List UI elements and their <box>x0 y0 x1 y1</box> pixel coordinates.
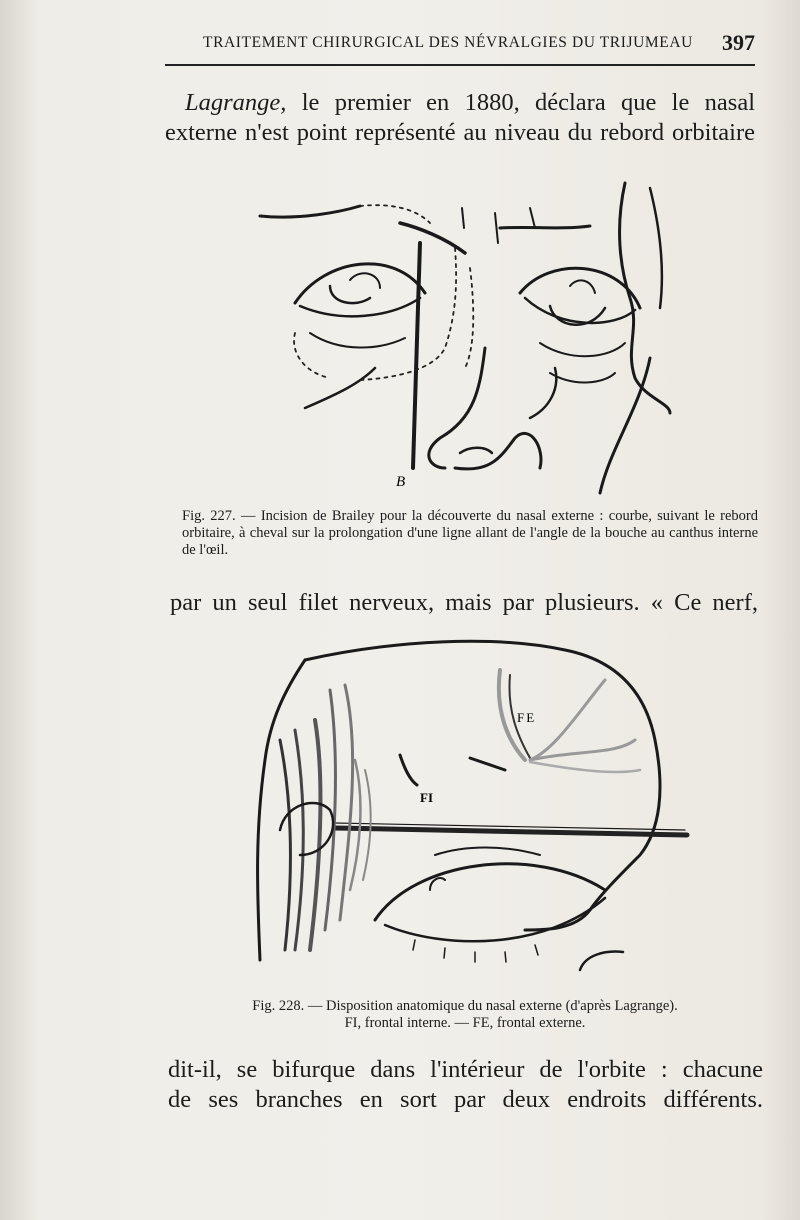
figure-227-label-b: B <box>396 474 406 490</box>
paragraph-final-line1: dit-il, se bifurque dans l'intérieur de l'orbite : chacune <box>168 1056 763 1083</box>
figure-228-caption <box>170 998 760 1032</box>
figure-227-caption-lead: Fig. 227. <box>182 508 236 524</box>
paragraph-middle: par un seul filet nerveux, mais par plusieurs. « Ce nerf, <box>170 589 758 616</box>
figure-227-caption-text: — Incision de Brailey pour la découverte du nasal externe : courbe, suivant le rebord orbitaire, à cheval sur la prolongation d'une ligne allant de l'angle de la bouche au canthus interne de l'œil. <box>182 508 758 558</box>
figure-228-anatomy-illustration <box>245 630 695 975</box>
page-number: 397 <box>722 30 755 55</box>
paragraph-final <box>168 1055 763 1115</box>
running-header <box>165 30 755 66</box>
paragraph-intro-line2: externe n'est point représenté au niveau du rebord orbitaire <box>165 119 755 146</box>
figure-228-caption-line2: FI, frontal interne. — FE, frontal externe. <box>344 1015 586 1031</box>
figure-227-caption <box>168 508 758 559</box>
running-title: TRAITEMENT CHIRURGICAL DES NÉVRALGIES DU TRIJUMEAU <box>203 34 693 51</box>
paragraph-intro-line1-text: le premier en 1880, déclara que le nasal <box>286 89 755 116</box>
author-name: Lagrange, <box>185 89 287 116</box>
figure-228-label-fe: FE <box>517 710 537 725</box>
figure-228-caption-line1: Fig. 228. — Disposition anatomique du nasal externe (d'après Lagrange). <box>252 998 678 1014</box>
paragraph-final-line2: de ses branches en sort par deux endroits différents. <box>168 1086 763 1113</box>
figure-228-label-fi: FI <box>420 790 433 805</box>
paragraph-intro <box>165 88 755 148</box>
paragraph-intro-line1 <box>165 88 755 118</box>
figure-227-face-illustration <box>230 168 700 498</box>
